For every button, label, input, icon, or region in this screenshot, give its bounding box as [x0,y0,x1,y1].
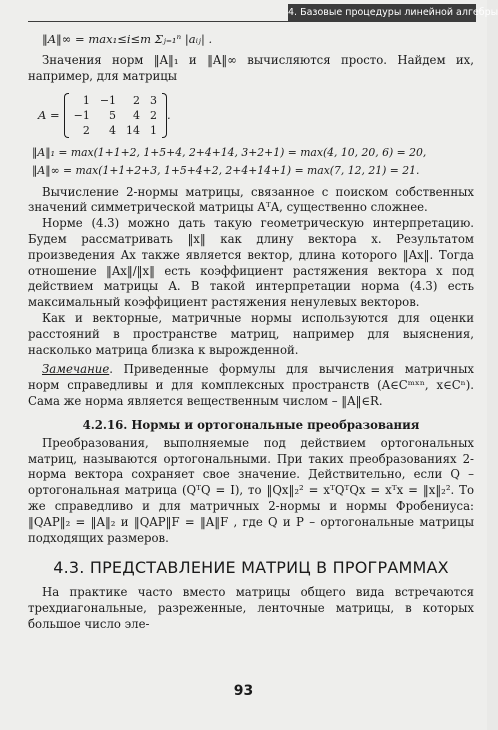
formula-norminf: ‖A‖∞ = max(1+1+2+3, 1+5+4+2, 2+4+14+1) = max(7, 12, 21) = 21. [32,163,420,177]
formula-norm1: ‖A‖₁ = max(1+1+2, 1+5+4, 2+4+14, 3+2+1) = max(4, 10, 20, 6) = 20, [32,145,427,159]
matrix-cell: 2 [82,123,90,137]
matrix-cell: 4 [133,108,141,122]
header-rule [28,21,476,22]
paragraph-distance: Как и векторные, матричные нормы используются для оценки расстояний в пространстве матриц, например для выяснения, насколько матрица близка к вырожденной. [28,310,474,357]
chapter-paragraph: На практике часто вместо матрицы общего вида встречаются трехдиагональные, разреженные, ленточные матрицы, в которых большое число эле- [28,585,474,631]
matrix-cell: 2 [133,93,141,107]
intro-paragraph: Значения норм ‖A‖₁ и ‖A‖∞ вычисляются просто. Найдем их, например, для матрицы [28,53,474,83]
matrix-cell: −1 [73,108,90,122]
matrix-cell: 5 [109,108,117,122]
section-title: 4.2.16. Нормы и ортогональные преобразования [82,417,420,432]
matrix-row [69,123,162,138]
matrix-table [69,93,162,138]
matrix-row [69,108,162,123]
section-paragraph: Преобразования, выполняемые под действием ортогональных матриц, называются ортогональными. При таких преобразованиях 2-норма вектора сохраняет свое значение. Действительно, если Q – ортогональная матрица (QᵀQ = I), то ‖Qx‖₂² = xᵀQᵀQx = xᵀx = ‖x‖₂². То же справедливо и для матричных 2-нормы и нормы Фробениуса: ‖QAP‖₂ = ‖A‖₂ и ‖QAP‖F = ‖A‖F , где Q и P – ортогональные матрицы подходящих размеров. [28,435,474,545]
matrix-cell: 14 [126,123,141,137]
matrix-row [69,93,162,108]
remark-paragraph [28,362,474,409]
matrix-label: A = [38,108,60,123]
matrix-cell: 1 [150,123,158,137]
chapter-title: 4.3. ПРЕДСТАВЛЕНИЕ МАТРИЦ В ПРОГРАММАХ [53,558,449,578]
matrix-cell: −1 [99,93,117,107]
matrix-cell: 4 [109,123,117,137]
matrix-cell: 2 [150,108,158,122]
matrix-terminator: . [167,108,171,123]
page-content [28,30,474,633]
paragraph-geometric: Норме (4.3) можно дать такую геометрическую интерпретацию. Будем рассматривать ‖x‖ как длину вектора x. Результатом произведения Ax также является вектор, длина которого ‖Ax‖. Тогда отношение ‖Ax‖/‖x‖ есть коэффициент растяжения вектора x под действием матрицы A. В такой интерпретации норма (4.3) есть максимальный коэффициент растяжения ненулевых векторов. [28,216,474,310]
formula-inf-norm: ‖A‖∞ = max₁≤i≤m Σⱼ₌₁ⁿ |aᵢⱼ| . [42,32,213,46]
remark-label: Замечание [42,362,110,377]
running-header: 4. Базовые процедуры линейной алгебры [288,4,476,21]
paragraph-2norm: Вычисление 2-нормы матрицы, связанное с поиском собственных значений симметрической матрицы AᵀA, существенно сложнее. [28,184,474,215]
page-number: 93 [233,683,254,699]
remark-text: . Приведенные формулы для вычисления матричных норм справедливы и для комплексных пространств (A∈Cᵐˣⁿ, x∈Cⁿ). Сама же норма является вещественным числом – ‖A‖∈R. [28,362,474,408]
matrix-cell: 3 [150,93,158,107]
matrix-A [38,93,474,138]
matrix-cell: 1 [82,93,90,107]
